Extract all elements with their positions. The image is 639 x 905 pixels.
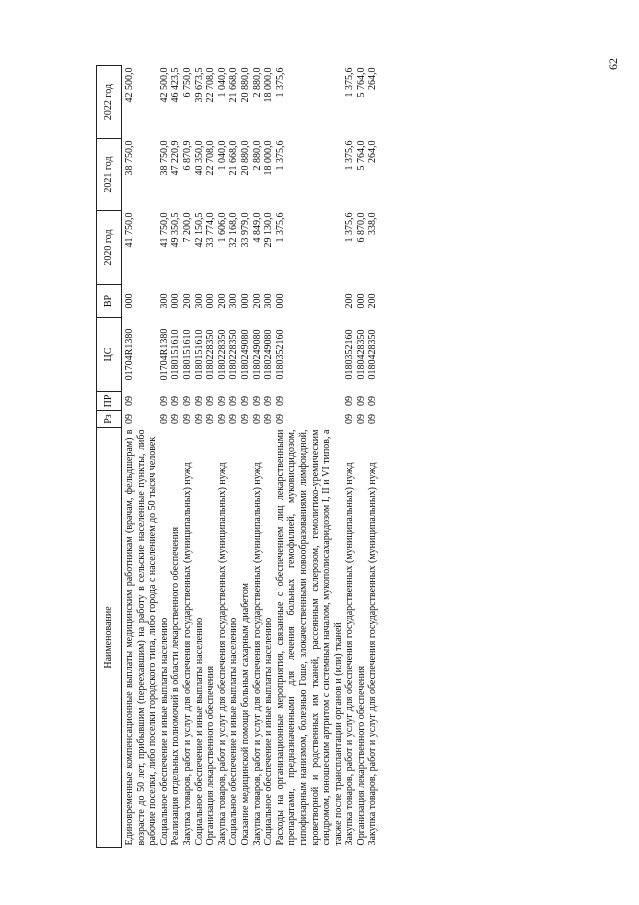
table-cell-2021: 47 220,9	[170, 140, 182, 176]
table-row	[170, 66, 182, 848]
table-cell-vr: 200	[181, 293, 193, 309]
table-cell-2021: 1 375,6	[274, 140, 286, 171]
table-cell-name: Закупка товаров, работ и услуг для обеспечения государственных (муниципальных) нужд	[344, 462, 356, 846]
table-cell-vr: 200	[344, 293, 356, 309]
table-cell-name: Закупка товаров, работ и услуг для обеспечения государственных (муниципальных) нужд	[251, 462, 263, 846]
table-cell-2021: 20 880,0	[239, 140, 251, 176]
table-cell-vr: 000	[355, 293, 367, 309]
table-cell-2020: 4 849,0	[251, 212, 263, 243]
table-cell-pr: 09	[170, 396, 182, 406]
table-row	[159, 66, 171, 848]
table-cell-2022: 22 708,0	[205, 67, 217, 103]
table-cell-2020: 1 606,0	[216, 212, 228, 243]
table-cell-pr: 09	[251, 396, 263, 406]
table-cell-2020: 49 350,5	[170, 212, 182, 248]
table-cell-2022: 1 375,6	[344, 67, 356, 98]
table-cell-2022: 18 000,0	[263, 67, 275, 103]
table-cell-pr: 09	[263, 396, 275, 406]
table-cell-pr: 09	[274, 396, 286, 406]
table-cell-2020: 7 200,0	[181, 212, 193, 243]
table-cell-2021: 2 880,0	[251, 140, 263, 171]
table-cell-2020: 32 168,0	[228, 212, 240, 248]
table-row	[122, 66, 159, 848]
table-cell-2020: 29 130,0	[263, 212, 275, 248]
table-cell-cs: 0180151610	[170, 329, 182, 380]
table-cell-pr: 09	[344, 396, 356, 406]
table-cell-pr: 09	[239, 396, 251, 406]
table-cell-vr: 300	[263, 293, 275, 309]
table-cell-2021: 22 708,0	[205, 140, 217, 176]
table-row	[344, 66, 356, 848]
col-header-pr: ПР	[97, 392, 122, 411]
table-cell-cs: 0180428350	[367, 329, 379, 380]
table-cell-name: Закупка товаров, работ и услуг для обеспечения государственных (муниципальных) нужд	[216, 462, 228, 846]
table-cell-rz: 09	[158, 414, 170, 424]
table-row	[228, 66, 240, 848]
col-header-rz: Рз	[97, 411, 122, 428]
table-row	[182, 66, 194, 848]
table-cell-name: Социальное обеспечение и иные выплаты населению	[193, 617, 205, 846]
table-cell-rz: 09	[124, 414, 135, 424]
table-cell-vr: 000	[239, 293, 251, 309]
table-cell-2022: 46 423,5	[170, 67, 182, 103]
table-cell-2021: 40 350,0	[193, 140, 205, 176]
table-cell-name: Социальное обеспечение и иные выплаты населению	[228, 617, 240, 846]
table-cell-rz: 09	[228, 414, 240, 424]
table-cell-2021: 6 870,9	[181, 140, 193, 171]
table-cell-rz: 09	[216, 414, 228, 424]
table-cell-2022: 264,0	[367, 67, 379, 90]
table-cell-cs: 0180151610	[193, 329, 205, 380]
table-cell-pr: 09	[228, 396, 240, 406]
table-cell-2020: 33 774,0	[205, 212, 217, 248]
table-cell-pr: 09	[355, 396, 367, 406]
table-cell-name: Единовременные компенсационные выплаты медицинским работникам (врачам, фельдшерам) в возрасте до 50 лет, прибывшим (переехавшим) на работу в сельские населенные пункты, либо рабочие поселки, либо поселки городского типа, либо города с населением до 50 тысяч человек	[124, 429, 159, 846]
table-cell-name: Закупка товаров, работ и услуг для обеспечения государственных (муниципальных) нужд	[181, 462, 193, 846]
table-cell-pr: 09	[205, 396, 217, 406]
table-cell-pr: 09	[124, 396, 135, 406]
table-cell-name: Закупка товаров, работ и услуг для обеспечения государственных (муниципальных) нужд	[367, 462, 379, 846]
table-cell-cs: 0180228350	[228, 329, 240, 380]
table-row	[263, 66, 275, 848]
table-cell-cs: 01704R1380	[158, 328, 170, 381]
table-cell-vr: 300	[158, 293, 170, 309]
table-row	[367, 66, 379, 848]
table-cell-2022: 1 375,6	[274, 67, 286, 98]
table-row	[194, 66, 206, 848]
table-cell-rz: 09	[367, 414, 379, 424]
table-cell-name: Социальное обеспечение и иные выплаты населению	[263, 617, 275, 846]
table-cell-cs: 0180228350	[216, 329, 228, 380]
table-cell-2022: 2 880,0	[251, 67, 263, 98]
table-row	[275, 66, 345, 848]
table-row	[252, 66, 264, 848]
table-cell-cs: 0180352160	[344, 329, 356, 380]
table-cell-pr: 09	[158, 396, 170, 406]
table-cell-rz: 09	[181, 414, 193, 424]
table-cell-vr: 200	[216, 293, 228, 309]
table-cell-2021: 18 000,0	[263, 140, 275, 176]
col-header-cs: ЦС	[97, 318, 122, 392]
table-row	[205, 66, 217, 848]
table-cell-2020: 1 375,6	[344, 212, 356, 243]
table-cell-2020: 42 150,5	[193, 212, 205, 248]
table-cell-2021: 1 375,6	[344, 140, 356, 171]
table-cell-2021: 5 764,0	[355, 140, 367, 171]
table-cell-name: Социальное обеспечение и иные выплаты населению	[158, 617, 170, 846]
table-cell-vr: 000	[170, 293, 182, 309]
table-cell-rz: 09	[263, 414, 275, 424]
table-cell-cs: 0180228350	[205, 329, 217, 380]
table-row	[240, 66, 252, 848]
table-cell-2020: 338,0	[367, 212, 379, 235]
table-cell-name: Реализация отдельных полномочий в области лекарственного обеспечения	[170, 526, 182, 846]
table-cell-cs: 0180352160	[274, 329, 286, 380]
table-cell-2022: 21 668,0	[228, 67, 240, 103]
table-cell-2021: 38 750,0	[158, 140, 170, 176]
table-cell-rz: 09	[251, 414, 263, 424]
col-header-2021: 2021 год	[97, 139, 122, 211]
table-cell-rz: 09	[355, 414, 367, 424]
table-cell-2022: 42 500,0	[158, 67, 170, 103]
table-cell-2021: 264,0	[367, 140, 379, 163]
table-header-row	[97, 66, 122, 848]
table-cell-rz: 09	[344, 414, 356, 424]
table-cell-2020: 1 375,6	[274, 212, 286, 243]
col-header-vr: ВР	[97, 285, 122, 318]
table-cell-rz: 09	[205, 414, 217, 424]
table-cell-2022: 5 764,0	[355, 67, 367, 98]
table-cell-vr: 000	[274, 293, 286, 309]
table-cell-2022: 42 500,0	[124, 67, 135, 103]
table-cell-pr: 09	[181, 396, 193, 406]
table-cell-cs: 0180151610	[181, 329, 193, 380]
table-cell-cs: 0180249080	[239, 329, 251, 380]
table-cell-2021: 1 040,0	[216, 140, 228, 171]
table-cell-name: Оказание медицинской помощи больным сахарным диабетом	[239, 583, 251, 846]
rotated-table-frame	[96, 66, 582, 848]
table-cell-vr: 000	[124, 293, 135, 309]
table-cell-pr: 09	[367, 396, 379, 406]
table-cell-rz: 09	[170, 414, 182, 424]
table-cell-2021: 38 750,0	[124, 140, 135, 176]
table-cell-2020: 6 870,0	[355, 212, 367, 243]
table-cell-2022: 6 750,0	[181, 67, 193, 98]
col-header-2020: 2020 год	[97, 211, 122, 285]
table-row	[217, 66, 229, 848]
col-header-name: Наименование	[97, 428, 122, 848]
table-cell-name: Организация лекарственного обеспечения	[355, 665, 367, 846]
table-cell-cs: 0180428350	[355, 329, 367, 380]
budget-table	[96, 65, 379, 848]
col-header-2022: 2022 год	[97, 66, 122, 139]
table-cell-2022: 39 673,5	[193, 67, 205, 103]
table-cell-vr: 300	[228, 293, 240, 309]
table-cell-rz: 09	[239, 414, 251, 424]
table-cell-cs: 01704R1380	[124, 328, 135, 381]
table-cell-2021: 21 668,0	[228, 140, 240, 176]
table-row	[356, 66, 368, 848]
table-cell-rz: 09	[193, 414, 205, 424]
page-number: 62	[606, 58, 620, 70]
table-cell-pr: 09	[216, 396, 228, 406]
table-cell-2020: 33 979,0	[239, 212, 251, 248]
table-cell-vr: 000	[205, 293, 217, 309]
table-body	[122, 66, 380, 848]
table-cell-vr: 300	[193, 293, 205, 309]
table-cell-pr: 09	[193, 396, 205, 406]
table-cell-vr: 200	[251, 293, 263, 309]
table-cell-2020: 41 750,0	[158, 212, 170, 248]
table-cell-name: Организация лекарственного обеспечения	[205, 665, 217, 846]
table-cell-cs: 0180249080	[263, 329, 275, 380]
table-cell-2022: 20 880,0	[239, 67, 251, 103]
table-cell-2020: 41 750,0	[124, 212, 135, 248]
table-cell-cs: 0180249080	[251, 329, 263, 380]
table-cell-vr: 200	[367, 293, 379, 309]
table-cell-rz: 09	[274, 414, 286, 424]
table-cell-2022: 1 040,0	[216, 67, 228, 98]
table-cell-name: Расходы на организационные мероприятия, связанные с обеспечением лиц лекарственными препаратами, предназначенными для лечения больных гемофилией, муковисцидозом, гипофизарным нанизмом, болезнью Гоше, злокачественными новообразованиями лимфоидной, кроветворной и родственных им тканей, рассеянным склерозом, гемолитико-уремическим синдромом, юношеским артритом с системным началом, мукополисахаридозом I, II и VI типов, а также после трансплантации органов и (или) тканей	[274, 429, 344, 846]
